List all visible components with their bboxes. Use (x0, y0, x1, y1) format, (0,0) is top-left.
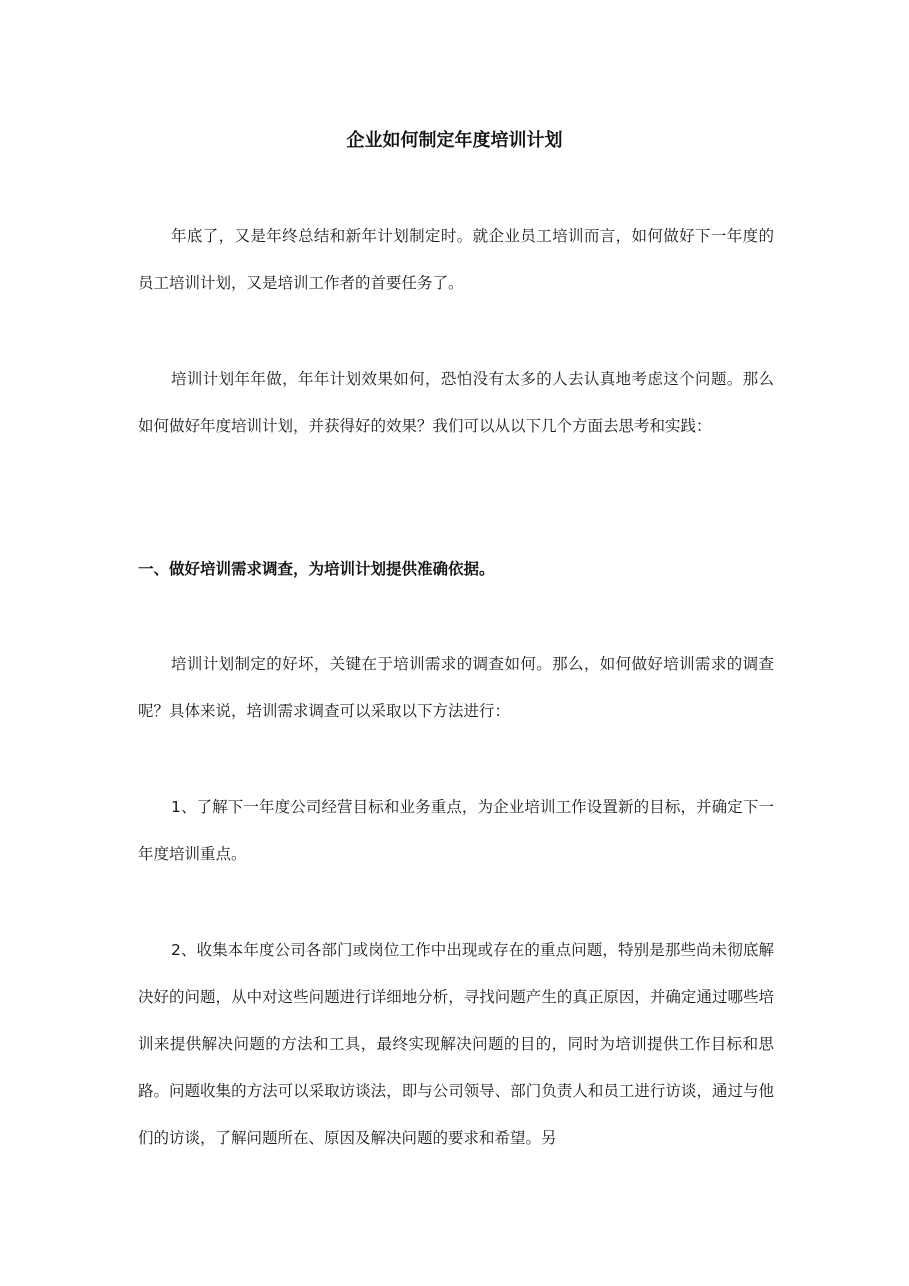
paragraph-item-1: 1、了解下一年度公司经营目标和业务重点，为企业培训工作设置新的目标，并确定下一年度培训重点。 (138, 798, 774, 863)
paragraph-intro: 年底了，又是年终总结和新年计划制定时。就企业员工培训而言，如何做好下一年度的员工培训计划，又是培训工作者的首要任务了。 (138, 227, 774, 292)
document-title: 企业如何制定年度培训计划 (346, 130, 563, 151)
paragraph-question: 培训计划年年做，年年计划效果如何，恐怕没有太多的人去认真地考虑这个问题。那么如何做好年度培训计划，并获得好的效果？我们可以从以下几个方面去思考和实践： (138, 370, 774, 435)
paragraph-item-2: 2、收集本年度公司各部门或岗位工作中出现或存在的重点问题，特别是那些尚未彻底解决好的问题，从中对这些问题进行详细地分析，寻找问题产生的真正原因，并确定通过哪些培训来提供解决问题的方法和工具，最终实现解决问题的目的，同时为培训提供工作目标和思路。问题收集的方法可以采取访谈法，即与公司领导、部门负责人和员工进行访谈，通过与他们的访谈，了解问题所在、原因及解决问题的要求和希望。另 (138, 941, 774, 1147)
section-heading-1: 一、做好培训需求调查，为培训计划提供准确依据。 (138, 560, 495, 578)
paragraph-needs-survey: 培训计划制定的好坏，关键在于培训需求的调查如何。那么，如何做好培训需求的调查呢？具体来说，培训需求调查可以采取以下方法进行： (138, 655, 774, 720)
